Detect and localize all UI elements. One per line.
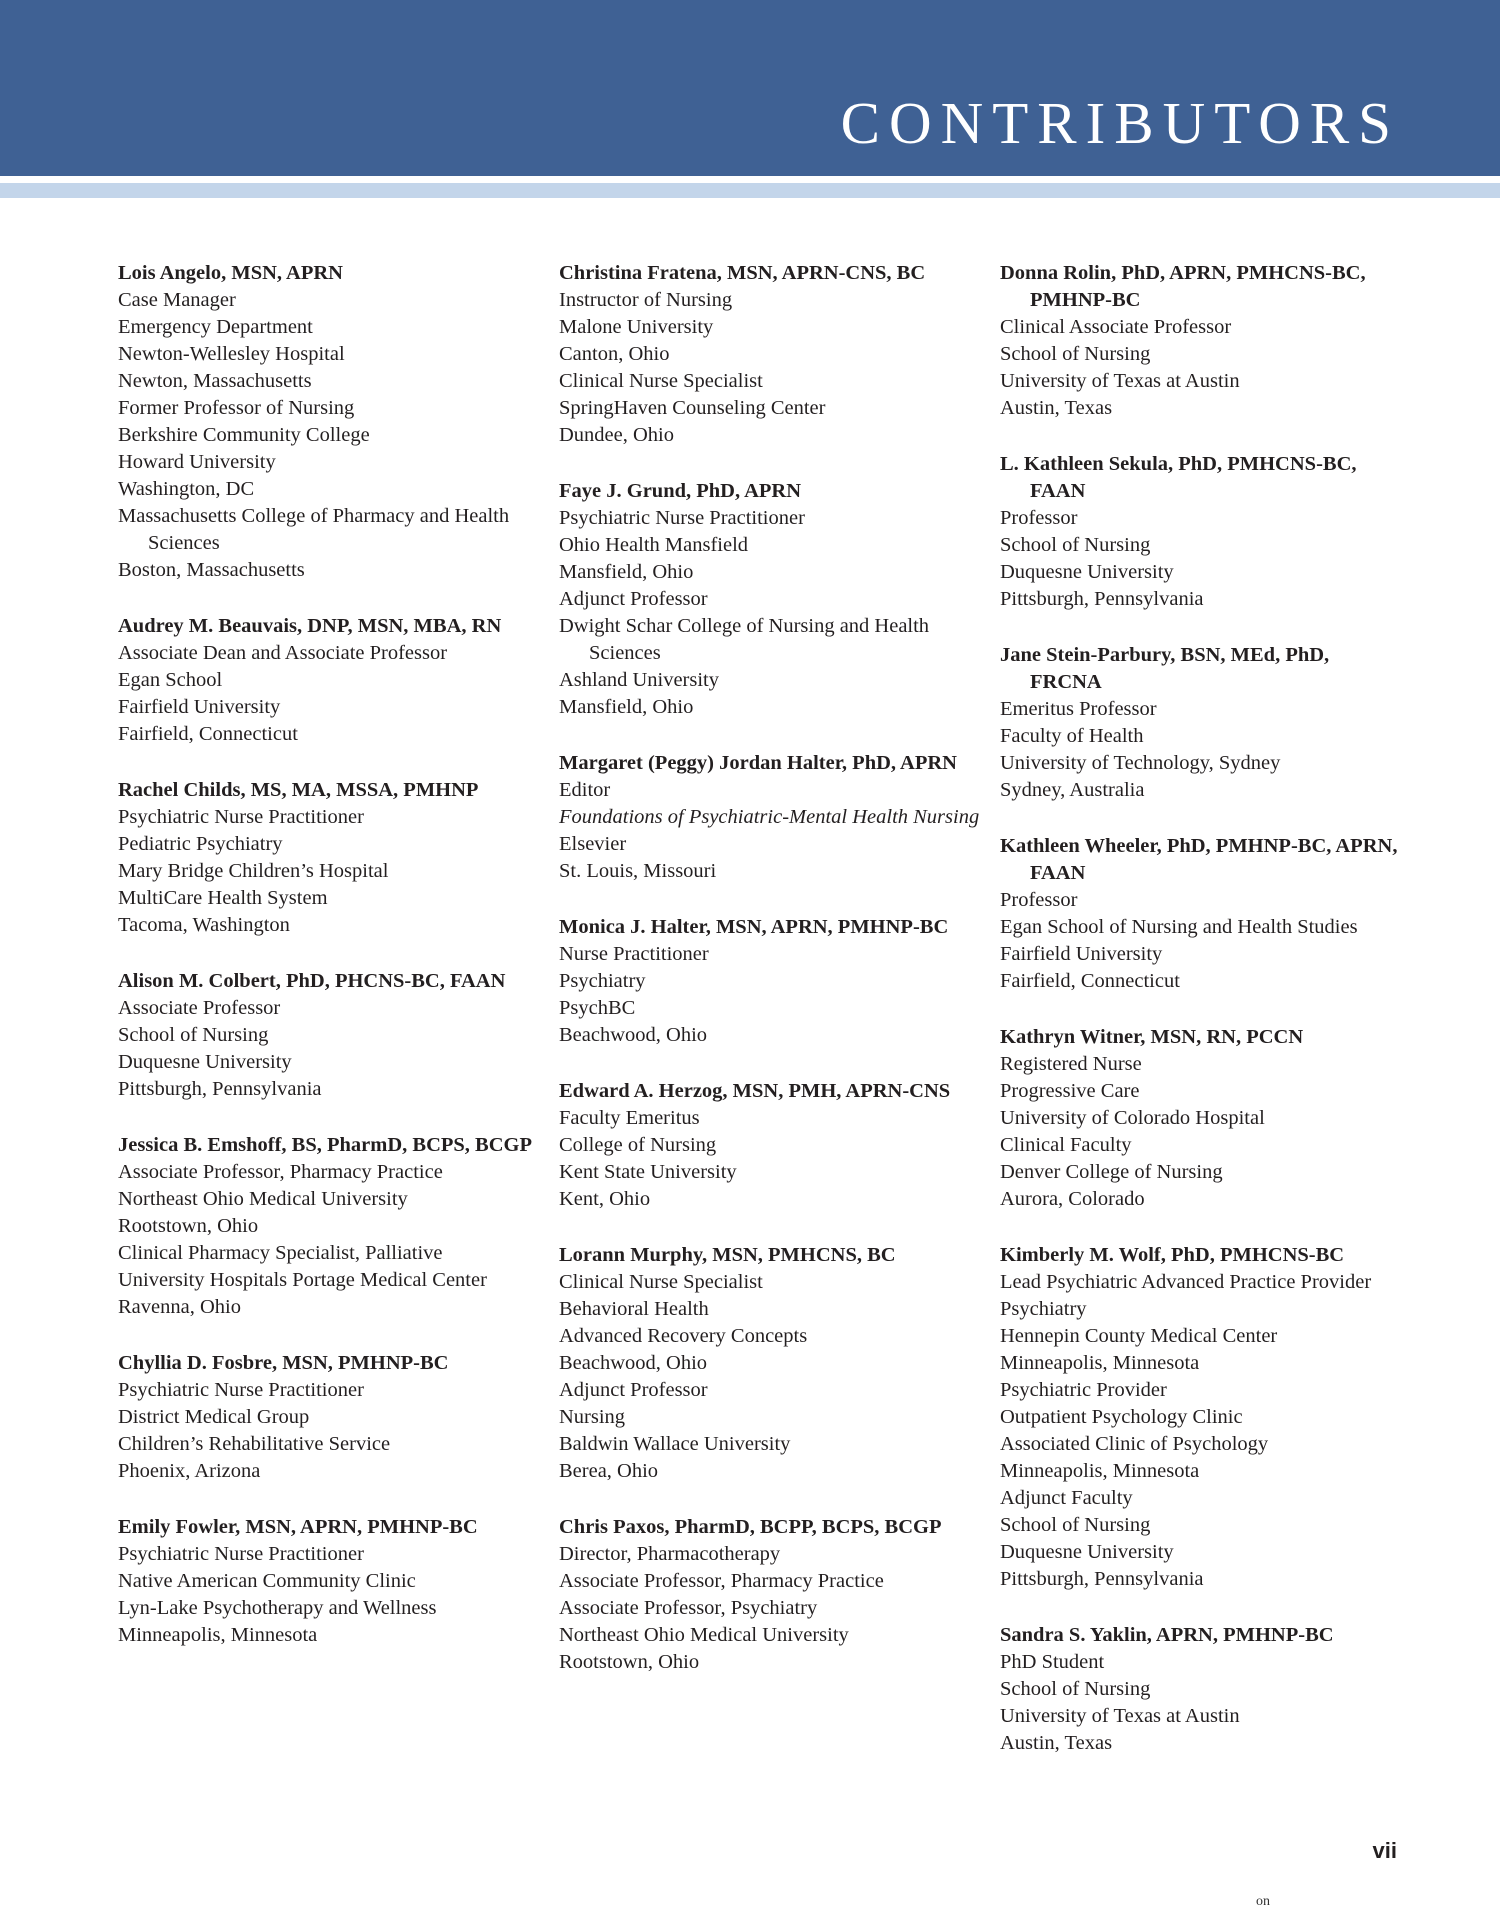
contributor-detail: Egan School [118,669,223,691]
contributor-entry [118,1514,548,1649]
contributor-detail: Fairfield, Connecticut [118,723,298,745]
contributor-detail: SpringHaven Counseling Center [559,397,826,419]
contributor-detail: Mansfield, Ohio [559,696,694,718]
contributor-detail: Outpatient Psychology Clinic [1000,1406,1243,1428]
contributor-detail: Fairfield University [118,696,281,718]
contributor-name: Jane Stein-Parbury, BSN, MEd, PhD, FRCNA [1000,644,1330,693]
contributor-detail: Duquesne University [1000,561,1174,583]
contributor-entry [118,968,548,1103]
contributor-entry [559,1078,989,1213]
contributor-detail: MultiCare Health System [118,887,328,909]
contributor-entry [1000,1024,1400,1213]
contributor-detail: University Hospitals Portage Medical Center [118,1269,487,1291]
contributor-entry [118,777,548,939]
contributor-entry [1000,1622,1400,1757]
contributor-detail: Massachusetts College of Pharmacy and Health Sciences [118,505,510,554]
contributor-detail: Berkshire Community College [118,424,370,446]
footer-mark: on [1256,1894,1270,1909]
contributor-detail: Northeast Ohio Medical University [118,1188,408,1210]
contributor-detail: Clinical Associate Professor [1000,316,1232,338]
contributor-detail: Fairfield, Connecticut [1000,970,1180,992]
contributor-detail: Advanced Recovery Concepts [559,1325,808,1347]
contributor-detail: Emeritus Professor [1000,698,1157,720]
contributor-entry [1000,1242,1400,1593]
contributor-detail: Professor [1000,507,1078,529]
contributor-detail: Aurora, Colorado [1000,1188,1145,1210]
contributor-entry [559,1242,989,1485]
contributor-name: Audrey M. Beauvais, DNP, MSN, MBA, RN [118,615,502,637]
header-stripe [0,183,1500,198]
contributor-name: Edward A. Herzog, MSN, PMH, APRN-CNS [559,1080,951,1102]
contributor-detail: Director, Pharmacotherapy [559,1543,781,1565]
contributor-detail: Nurse Practitioner [559,943,709,965]
contributor-detail: Native American Community Clinic [118,1570,416,1592]
contributor-entry [118,260,548,584]
contributor-detail: Adjunct Faculty [1000,1487,1133,1509]
contributor-entry [1000,642,1400,804]
contributor-detail: Canton, Ohio [559,343,670,365]
contributor-detail: PhD Student [1000,1651,1105,1673]
contributor-name: Margaret (Peggy) Jordan Halter, PhD, APRN [559,752,957,774]
contributor-detail: Foundations of Psychiatric-Mental Health Nursing [559,806,980,828]
contributor-entry [118,1350,548,1485]
contributor-detail: Professor [1000,889,1078,911]
header-divider [0,176,1500,183]
contributor-detail: School of Nursing [1000,534,1151,556]
contributor-entry [1000,260,1400,422]
contributor-detail: Tacoma, Washington [118,914,290,936]
contributor-detail: Adjunct Professor [559,588,708,610]
contributor-name: Kathleen Wheeler, PhD, PMHNP-BC, APRN, FAAN [1000,835,1398,884]
contributor-detail: Case Manager [118,289,236,311]
contributor-name: Emily Fowler, MSN, APRN, PMHNP-BC [118,1516,478,1538]
contributor-name: Sandra S. Yaklin, APRN, PMHNP-BC [1000,1624,1334,1646]
contributor-detail: Mary Bridge Children’s Hospital [118,860,389,882]
contributor-detail: Duquesne University [118,1051,292,1073]
contributor-detail: Psychiatric Nurse Practitioner [118,1379,364,1401]
contributor-entry [559,750,989,885]
contributor-detail: Psychiatric Nurse Practitioner [559,507,805,529]
contributor-detail: Pittsburgh, Pennsylvania [1000,588,1204,610]
contributor-entry [559,260,989,449]
contributor-detail: Registered Nurse [1000,1053,1142,1075]
contributor-detail: Faculty of Health [1000,725,1144,747]
contributor-detail: Lyn-Lake Psychotherapy and Wellness [118,1597,437,1619]
contributor-name: L. Kathleen Sekula, PhD, PMHCNS-BC, FAAN [1000,453,1357,502]
contributors-column-2 [559,260,989,1705]
contributor-detail: Pittsburgh, Pennsylvania [1000,1568,1204,1590]
contributor-detail: Austin, Texas [1000,1732,1113,1754]
contributor-detail: School of Nursing [1000,343,1151,365]
page-title: CONTRIBUTORS [840,90,1400,156]
contributor-detail: Psychiatric Provider [1000,1379,1167,1401]
contributor-detail: Newton-Wellesley Hospital [118,343,345,365]
contributor-detail: Associate Professor, Pharmacy Practice [118,1161,443,1183]
contributor-detail: College of Nursing [559,1134,717,1156]
contributor-detail: Associated Clinic of Psychology [1000,1433,1269,1455]
contributor-detail: University of Colorado Hospital [1000,1107,1265,1129]
contributor-detail: Elsevier [559,833,627,855]
contributor-entry [118,613,548,748]
contributor-detail: Ravenna, Ohio [118,1296,241,1318]
contributor-detail: St. Louis, Missouri [559,860,717,882]
contributor-detail: Berea, Ohio [559,1460,659,1482]
contributor-detail: Psychiatry [1000,1298,1087,1320]
contributor-name: Christina Fratena, MSN, APRN-CNS, BC [559,262,926,284]
contributor-entry [559,478,989,721]
contributor-detail: Faculty Emeritus [559,1107,700,1129]
contributor-detail: Washington, DC [118,478,255,500]
contributor-detail: Clinical Pharmacy Specialist, Palliative [118,1242,443,1264]
header-banner [0,0,1500,176]
contributor-detail: Kent State University [559,1161,737,1183]
contributor-detail: Northeast Ohio Medical University [559,1624,849,1646]
contributor-detail: University of Texas at Austin [1000,370,1240,392]
contributor-name: Kimberly M. Wolf, PhD, PMHCNS-BC [1000,1244,1345,1266]
contributor-detail: University of Texas at Austin [1000,1705,1240,1727]
contributor-detail: Nursing [559,1406,626,1428]
contributor-detail: Ashland University [559,669,719,691]
contributor-detail: Baldwin Wallace University [559,1433,791,1455]
contributor-name: Rachel Childs, MS, MA, MSSA, PMHNP [118,779,479,801]
contributor-detail: School of Nursing [1000,1514,1151,1536]
contributor-name: Kathryn Witner, MSN, RN, PCCN [1000,1026,1304,1048]
contributor-name: Lois Angelo, MSN, APRN [118,262,343,284]
contributor-detail: Former Professor of Nursing [118,397,355,419]
contributor-detail: Clinical Faculty [1000,1134,1132,1156]
contributor-name: Chyllia D. Fosbre, MSN, PMHNP-BC [118,1352,449,1374]
contributor-entry [559,1514,989,1676]
contributor-detail: Rootstown, Ohio [118,1215,259,1237]
contributor-detail: Austin, Texas [1000,397,1113,419]
contributor-detail: Pediatric Psychiatry [118,833,283,855]
contributor-detail: Dwight Schar College of Nursing and Health Sciences [559,615,930,664]
contributor-detail: Adjunct Professor [559,1379,708,1401]
contributor-detail: PsychBC [559,997,636,1019]
contributor-detail: Hennepin County Medical Center [1000,1325,1278,1347]
contributor-detail: Psychiatry [559,970,646,992]
contributor-name: Faye J. Grund, PhD, APRN [559,480,802,502]
contributor-detail: Editor [559,779,611,801]
contributor-detail: Denver College of Nursing [1000,1161,1223,1183]
contributor-name: Alison M. Colbert, PhD, PHCNS-BC, FAAN [118,970,506,992]
contributor-detail: Rootstown, Ohio [559,1651,700,1673]
contributor-detail: Associate Professor, Pharmacy Practice [559,1570,884,1592]
contributor-detail: Children’s Rehabilitative Service [118,1433,391,1455]
contributor-entry [1000,451,1400,613]
contributor-entry [1000,833,1400,995]
contributor-detail: Psychiatric Nurse Practitioner [118,806,364,828]
contributor-detail: Fairfield University [1000,943,1163,965]
contributor-detail: Clinical Nurse Specialist [559,1271,763,1293]
contributor-detail: Psychiatric Nurse Practitioner [118,1543,364,1565]
contributor-detail: Beachwood, Ohio [559,1352,708,1374]
contributor-detail: Mansfield, Ohio [559,561,694,583]
contributor-detail: Malone University [559,316,714,338]
contributor-detail: Pittsburgh, Pennsylvania [118,1078,322,1100]
contributor-detail: Egan School of Nursing and Health Studies [1000,916,1358,938]
contributor-detail: Howard University [118,451,276,473]
contributor-detail: School of Nursing [118,1024,269,1046]
contributor-entry [559,914,989,1049]
contributor-name: Lorann Murphy, MSN, PMHCNS, BC [559,1244,896,1266]
contributor-detail: School of Nursing [1000,1678,1151,1700]
contributor-detail: Instructor of Nursing [559,289,733,311]
contributor-detail: Minneapolis, Minnesota [118,1624,318,1646]
contributor-entry [118,1132,548,1321]
contributor-detail: Emergency Department [118,316,313,338]
contributor-detail: Boston, Massachusetts [118,559,305,581]
page-number: vii [1372,1838,1397,1863]
contributor-detail: District Medical Group [118,1406,310,1428]
contributor-detail: Sydney, Australia [1000,779,1145,801]
contributor-detail: Associate Professor [118,997,281,1019]
contributor-detail: Beachwood, Ohio [559,1024,708,1046]
contributors-column-3 [1000,260,1400,1786]
contributor-detail: Lead Psychiatric Advanced Practice Provider [1000,1271,1372,1293]
contributor-detail: Kent, Ohio [559,1188,651,1210]
contributor-detail: Dundee, Ohio [559,424,675,446]
contributor-detail: University of Technology, Sydney [1000,752,1281,774]
contributor-name: Donna Rolin, PhD, APRN, PMHCNS-BC, PMHNP-BC [1000,262,1366,311]
contributor-detail: Behavioral Health [559,1298,709,1320]
contributor-detail: Clinical Nurse Specialist [559,370,763,392]
contributor-detail: Minneapolis, Minnesota [1000,1460,1200,1482]
contributor-detail: Phoenix, Arizona [118,1460,261,1482]
contributor-detail: Minneapolis, Minnesota [1000,1352,1200,1374]
contributor-name: Jessica B. Emshoff, BS, PharmD, BCPS, BCGP [118,1134,533,1156]
contributor-detail: Progressive Care [1000,1080,1140,1102]
contributor-detail: Ohio Health Mansfield [559,534,749,556]
contributors-column-1 [118,260,548,1678]
contributor-name: Monica J. Halter, MSN, APRN, PMHNP-BC [559,916,949,938]
contributor-detail: Newton, Massachusetts [118,370,312,392]
contributor-detail: Associate Dean and Associate Professor [118,642,448,664]
contributor-detail: Associate Professor, Psychiatry [559,1597,818,1619]
contributor-name: Chris Paxos, PharmD, BCPP, BCPS, BCGP [559,1516,942,1538]
contributor-detail: Duquesne University [1000,1541,1174,1563]
